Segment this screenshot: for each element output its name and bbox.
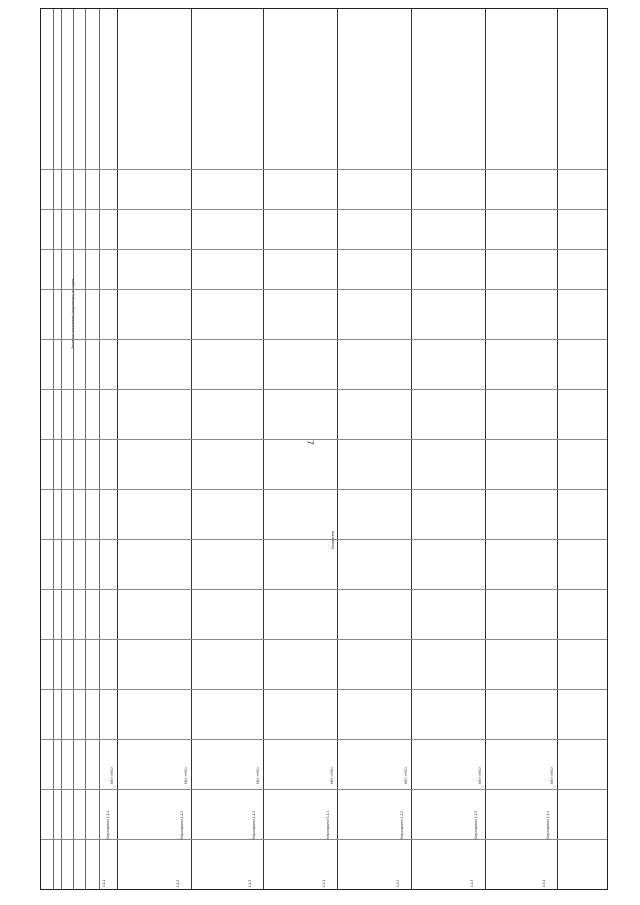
- header-divider: [99, 9, 100, 889]
- row-agent: МКУ «УКС»: [256, 766, 260, 784]
- row-divider: [411, 9, 412, 889]
- row-agent: МКУ «УКС»: [550, 766, 554, 784]
- column-divider: [41, 389, 607, 390]
- row-agent: МКУ «УКС»: [478, 766, 482, 784]
- row-name: Мероприятие 1.2.2: [400, 810, 404, 839]
- column-divider: [41, 589, 607, 590]
- column-divider: [41, 489, 607, 490]
- column-divider: [41, 169, 607, 170]
- row-agent: МКУ «УКС»: [184, 766, 188, 784]
- row-agent: МКУ «УКС»: [404, 766, 408, 784]
- header-divider: [61, 9, 62, 889]
- page-number: 7: [305, 440, 315, 445]
- column-divider: [41, 209, 607, 210]
- row-divider: [117, 9, 118, 889]
- row-divider: [337, 9, 338, 889]
- row-name: Мероприятие 1.1.1: [106, 810, 110, 839]
- column-divider: [41, 289, 607, 290]
- row-code: 1.2.2: [396, 879, 400, 887]
- row-divider: [485, 9, 486, 889]
- header-divider: [73, 9, 74, 889]
- column-divider: [41, 539, 607, 540]
- row-name: Мероприятие 1.3.1: [546, 810, 550, 839]
- column-divider: [41, 639, 607, 640]
- column-divider: [41, 439, 607, 440]
- rotated-table-sheet: [40, 8, 608, 890]
- column-divider: [41, 739, 607, 740]
- column-divider: [41, 789, 607, 790]
- row-code: 1.2.3: [470, 879, 474, 887]
- row-agent: МКУ «УКС»: [110, 766, 114, 784]
- table-header-title: Значения показателя (индикатора) по годам: [71, 279, 75, 349]
- header-divider: [53, 9, 54, 889]
- column-divider: [41, 249, 607, 250]
- row-code: 1.3.1: [542, 879, 546, 887]
- row-name: Мероприятие 1.1.3: [252, 810, 256, 839]
- row-code: 1.1.1: [102, 879, 106, 887]
- header-divider: [85, 9, 86, 889]
- row-name: Мероприятие 1.2.1: [326, 810, 330, 839]
- row-code: 1.2.1: [322, 879, 326, 887]
- row-code: 1.1.2: [176, 879, 180, 887]
- row-code: 1.1.3: [248, 879, 252, 887]
- row-agent: МКУ «УКС»: [330, 766, 334, 784]
- row-divider: [557, 9, 558, 889]
- row-name: Мероприятие 1.2.3: [474, 810, 478, 839]
- row-divider: [263, 9, 264, 889]
- column-divider: [41, 689, 607, 690]
- table-header-subtitle: Показатели: [331, 530, 335, 549]
- row-name: Мероприятие 1.1.2: [180, 810, 184, 839]
- row-divider: [191, 9, 192, 889]
- column-divider: [41, 339, 607, 340]
- column-divider: [41, 839, 607, 840]
